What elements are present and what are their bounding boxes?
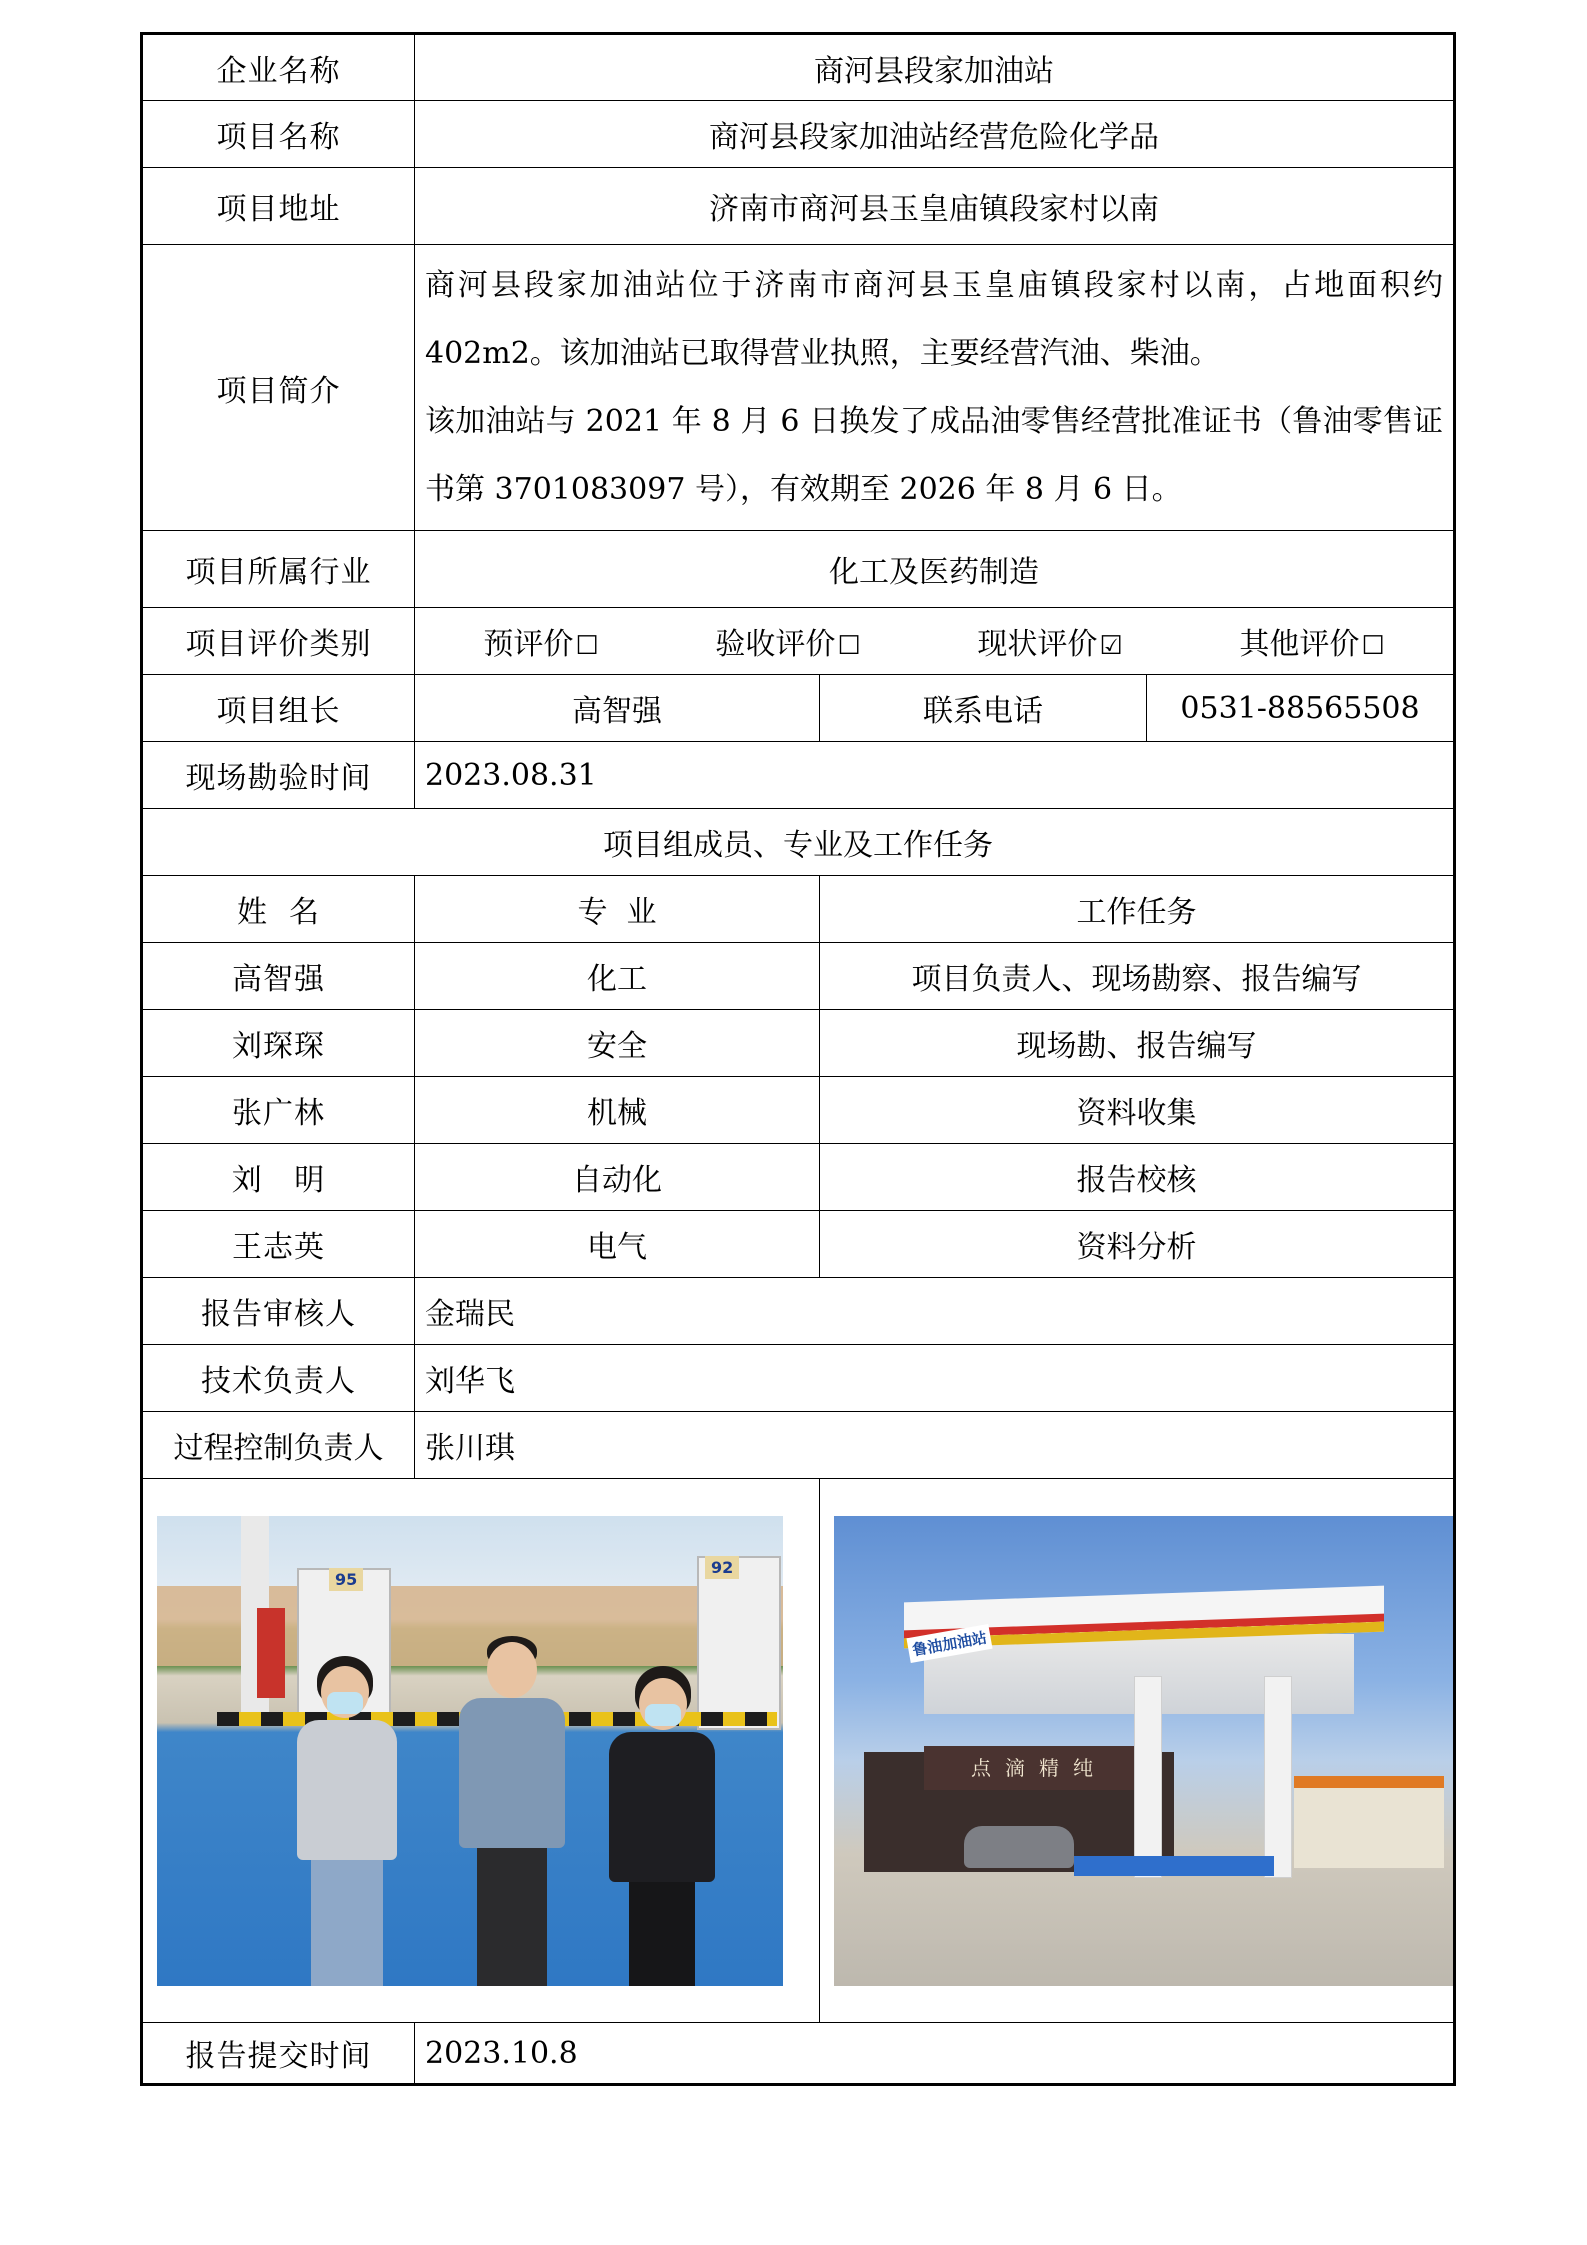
- photo-cell-right: [820, 1479, 1455, 2023]
- photo-person: [287, 1656, 407, 1986]
- member-major: 电气: [415, 1211, 820, 1278]
- leader-value: 高智强: [415, 675, 820, 742]
- process-lead-value: 张川琪: [415, 1412, 1455, 1479]
- reviewer-value: 金瑞民: [415, 1278, 1455, 1345]
- industry-label: 项目所属行业: [142, 531, 415, 608]
- row-members-title: [142, 809, 1455, 876]
- project-name-value: 商河县段家加油站经营危险化学品: [415, 101, 1455, 168]
- project-intro-label: 项目简介: [142, 245, 415, 531]
- evaluation-option-acceptance[interactable]: [715, 619, 860, 663]
- photo-side-building: [1294, 1776, 1444, 1868]
- reviewer-label: 报告审核人: [142, 1278, 415, 1345]
- photo-canopy-column: [1134, 1676, 1162, 1878]
- row-tech-lead: [142, 1345, 1455, 1412]
- submit-time-label: 报告提交时间: [142, 2023, 415, 2085]
- table-row: [142, 1010, 1455, 1077]
- evaluation-option-current[interactable]: [977, 619, 1122, 663]
- member-major: 化工: [415, 943, 820, 1010]
- table-row: [142, 1211, 1455, 1278]
- member-task: 资料分析: [820, 1211, 1455, 1278]
- survey-time-label: 现场勘验时间: [142, 742, 415, 809]
- member-name: 张广林: [142, 1077, 415, 1144]
- checkbox-checked-icon: ☑: [1099, 631, 1123, 661]
- evaluation-option-other[interactable]: [1239, 619, 1384, 663]
- row-photos: [142, 1479, 1455, 2023]
- evaluation-type-label: 项目评价类别: [142, 608, 415, 675]
- industry-value: 化工及医药制造: [415, 531, 1455, 608]
- photo-cell-left: [142, 1479, 820, 2023]
- table-row: [142, 1077, 1455, 1144]
- checkbox-unchecked-icon: ☐: [575, 631, 599, 661]
- row-industry: [142, 531, 1455, 608]
- row-leader: [142, 675, 1455, 742]
- member-name: 刘 明: [142, 1144, 415, 1211]
- member-task: 现场勘、报告编写: [820, 1010, 1455, 1077]
- checkbox-unchecked-icon: ☐: [1361, 631, 1385, 661]
- table-row: [142, 1144, 1455, 1211]
- row-company: [142, 34, 1455, 101]
- option-label: 其他评价: [1239, 627, 1360, 662]
- row-reviewer: [142, 1278, 1455, 1345]
- evaluation-info-table: [140, 32, 1456, 2086]
- intro-paragraph-2: 该加油站与 2021 年 8 月 6 日换发了成品油零售经营批准证书（鲁油零售证书第 3701083097 号），有效期至 2026 年 8 月 6 日。: [425, 403, 1444, 507]
- row-process-lead: [142, 1412, 1455, 1479]
- company-value: 商河县段家加油站: [415, 34, 1455, 101]
- option-label: 验收评价: [715, 627, 836, 662]
- site-inspection-photo: [157, 1516, 783, 1986]
- option-label: 现状评价: [977, 627, 1098, 662]
- photo-station-logo: 鲁油加油站: [906, 1623, 992, 1662]
- row-survey-time: [142, 742, 1455, 809]
- member-task: 报告校核: [820, 1144, 1455, 1211]
- phone-label: 联系电话: [820, 675, 1147, 742]
- row-project-intro: [142, 245, 1455, 531]
- photo-person: [597, 1666, 727, 1986]
- photo-pump-sign: 92: [705, 1556, 739, 1579]
- table-row: [142, 943, 1455, 1010]
- tech-lead-label: 技术负责人: [142, 1345, 415, 1412]
- members-header-major: 专 业: [415, 876, 820, 943]
- members-section-title: 项目组成员、专业及工作任务: [142, 809, 1455, 876]
- option-label: 预评价: [483, 627, 574, 662]
- member-task: 资料收集: [820, 1077, 1455, 1144]
- evaluation-option-pre[interactable]: [483, 619, 598, 663]
- member-major: 自动化: [415, 1144, 820, 1211]
- project-address-label: 项目地址: [142, 168, 415, 245]
- member-major: 安全: [415, 1010, 820, 1077]
- row-project-name: [142, 101, 1455, 168]
- company-label: 企业名称: [142, 34, 415, 101]
- phone-value: 0531-88565508: [1147, 675, 1455, 742]
- submit-time-value: 2023.10.8: [415, 2023, 1455, 2085]
- gas-station-photo: [834, 1516, 1455, 1986]
- survey-time-value: 2023.08.31: [415, 742, 1455, 809]
- process-lead-label: 过程控制负责人: [142, 1412, 415, 1479]
- photo-shop-sign: 点滴精纯: [924, 1746, 1154, 1790]
- photo-fire-cabinet: [257, 1608, 285, 1698]
- member-task: 项目负责人、现场勘察、报告编写: [820, 943, 1455, 1010]
- checkbox-unchecked-icon: ☐: [837, 631, 861, 661]
- members-header-task: 工作任务: [820, 876, 1455, 943]
- members-header-name: 姓 名: [142, 876, 415, 943]
- row-submit-time: [142, 2023, 1455, 2085]
- evaluation-type-options: [415, 608, 1455, 675]
- photo-pump-sign: 95: [329, 1568, 363, 1591]
- photo-pump-island: [1074, 1856, 1274, 1876]
- row-project-address: [142, 168, 1455, 245]
- photo-car: [964, 1826, 1074, 1868]
- project-name-label: 项目名称: [142, 101, 415, 168]
- member-name: 高智强: [142, 943, 415, 1010]
- member-name: 王志英: [142, 1211, 415, 1278]
- members-header-row: [142, 876, 1455, 943]
- tech-lead-value: 刘华飞: [415, 1345, 1455, 1412]
- row-evaluation-type: [142, 608, 1455, 675]
- intro-paragraph-1: 商河县段家加油站位于济南市商河县玉皇庙镇段家村以南，占地面积约 402m2。该加油站已取得营业执照，主要经营汽油、柴油。: [425, 267, 1444, 371]
- project-intro-value: [415, 245, 1455, 531]
- photo-person: [447, 1636, 577, 1986]
- member-name: 刘琛琛: [142, 1010, 415, 1077]
- photo-canopy-column: [1264, 1676, 1292, 1878]
- leader-label: 项目组长: [142, 675, 415, 742]
- member-major: 机械: [415, 1077, 820, 1144]
- project-address-value: 济南市商河县玉皇庙镇段家村以南: [415, 168, 1455, 245]
